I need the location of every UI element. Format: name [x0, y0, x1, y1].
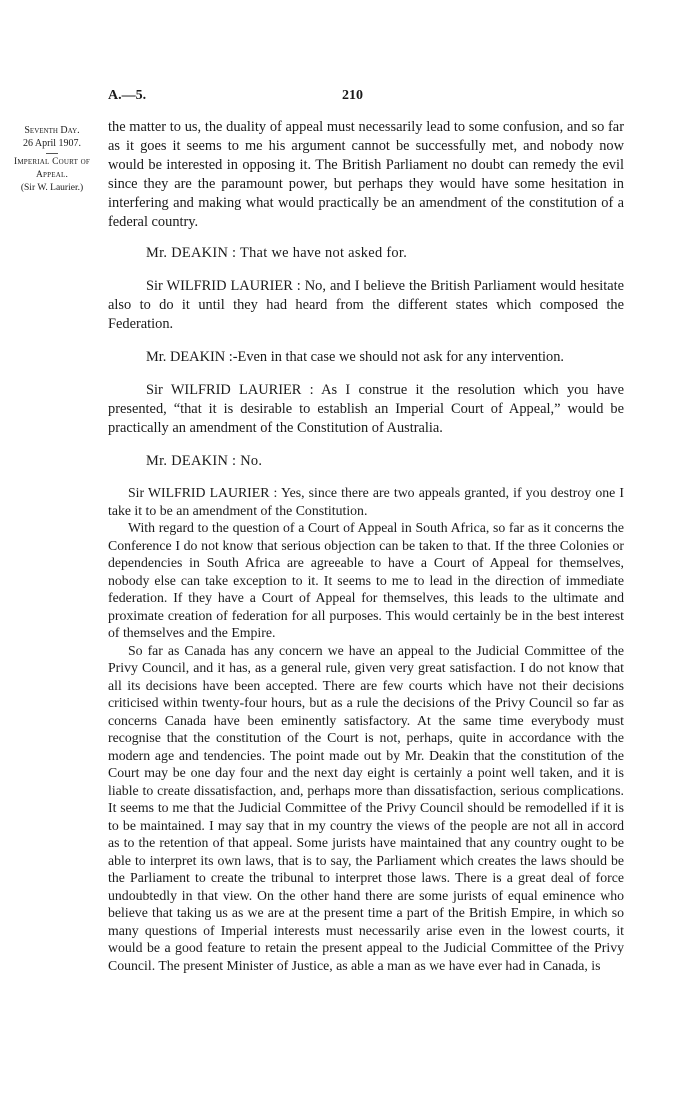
- paragraph: Sir WILFRID LAURIER : As I construe it the resolution which you have presented, “that it is desirable to establish an Imperial Court of Appeal,” would be practically an amendment of the Constitution of Australia.: [108, 382, 624, 436]
- paragraph: Sir WILFRID LAURIER : Yes, since there are two appeals granted, if you destroy one I take it to be an amendment of the Constitution.: [108, 485, 624, 518]
- margin-day: Seventh Day.: [24, 125, 80, 136]
- paragraph: With regard to the question of a Court of Appeal in South Africa, so far as it concerns the Conference I do not know that serious objection can be taken to that. If the three Colonies or dependencies in South Africa are agreeable to have a Court of Appeal for themselves, nobody else can take exception to it. It seems to me to lead in the direction of immediate federation. If they have a Court of Appeal for themselves, this leads to the ultimate and proximate creation of federation for all purposes. This would certainly be in the best interest of themselves and the Empire.: [108, 520, 624, 640]
- page-body: [108, 118, 624, 974]
- margin-date: 26 April 1907.: [22, 138, 82, 149]
- paragraph: Mr. DEAKIN : No.: [146, 453, 263, 469]
- margin-topic: Imperial Court of Appeal.: [14, 157, 90, 180]
- margin-divider: [46, 153, 58, 154]
- page-header: [0, 88, 700, 108]
- paragraph: Mr. DEAKIN :-Even in that case we should not ask for any intervention.: [146, 349, 565, 365]
- margin-speaker: (Sir W. Laurier.): [20, 183, 84, 193]
- paragraph: So far as Canada has any concern we have an appeal to the Judicial Committee of the Privy Council, and it has, as a general rule, given very great satisfaction. I do not know that all its decisions have been accepted. There are few courts which have not their decisions criticised within twenty-four hours, but as a rule the decisions of the Privy Council so far as concerns Canada have been eminently satisfactory. At the same time everybody must recognise that the constitution of the Court is not, perhaps, quite in accordance with the modern age and tendencies. The point made out by Mr. Deakin that the constitution of the Court may be one day four and the next day eight is certainly a point well taken, and it is liable to create dissatisfaction, and, perhaps more than dissatisfaction, serious complications. It seems to me that the Judicial Committee of the Privy Council should be remodelled if it is to be maintained. I may say that in my country the views of the people are not all in accord as to the retention of that appeal. Some jurists have maintained that any country ought to be able to interpret its own laws, that is to say, the Parliament which creates the laws should be the Parliament to create the tribunal to interpret those laws. There is a great deal of force undoubtedly in that view. On the other hand there are some jurists of equal eminence who believe that taking us as we are at the present time a part of the British Empire, in which so many questions of Imperial interests must necessarily arise even in the lowest courts, it would be a good feature to retain the present appeal to the Judicial Committee of the Privy Council. The present Minister of Justice, as able a man as we have ever had in Canada, is: [108, 642, 624, 973]
- margin-notes: [4, 124, 100, 195]
- paragraph: the matter to us, the duality of appeal must necessarily lead to some confusion, and so far as it goes it seems to me his argument cannot be successfully met, and nobody now would be interested in opposing it. The British Parliament no doubt can remedy the evil since they are the paramount power, but perhaps they would have some hesitation in interfering and making what would practically be an amendment of the constitution of a federal country.: [108, 119, 624, 230]
- section-number: A.—5.: [108, 88, 147, 103]
- paragraph: Mr. DEAKIN : That we have not asked for.: [146, 245, 408, 261]
- page-number: 210: [342, 88, 363, 103]
- paragraph: Sir WILFRID LAURIER : No, and I believe the British Parliament would hesitate also to do it until they had heard from the different states which composed the Federation.: [108, 278, 624, 332]
